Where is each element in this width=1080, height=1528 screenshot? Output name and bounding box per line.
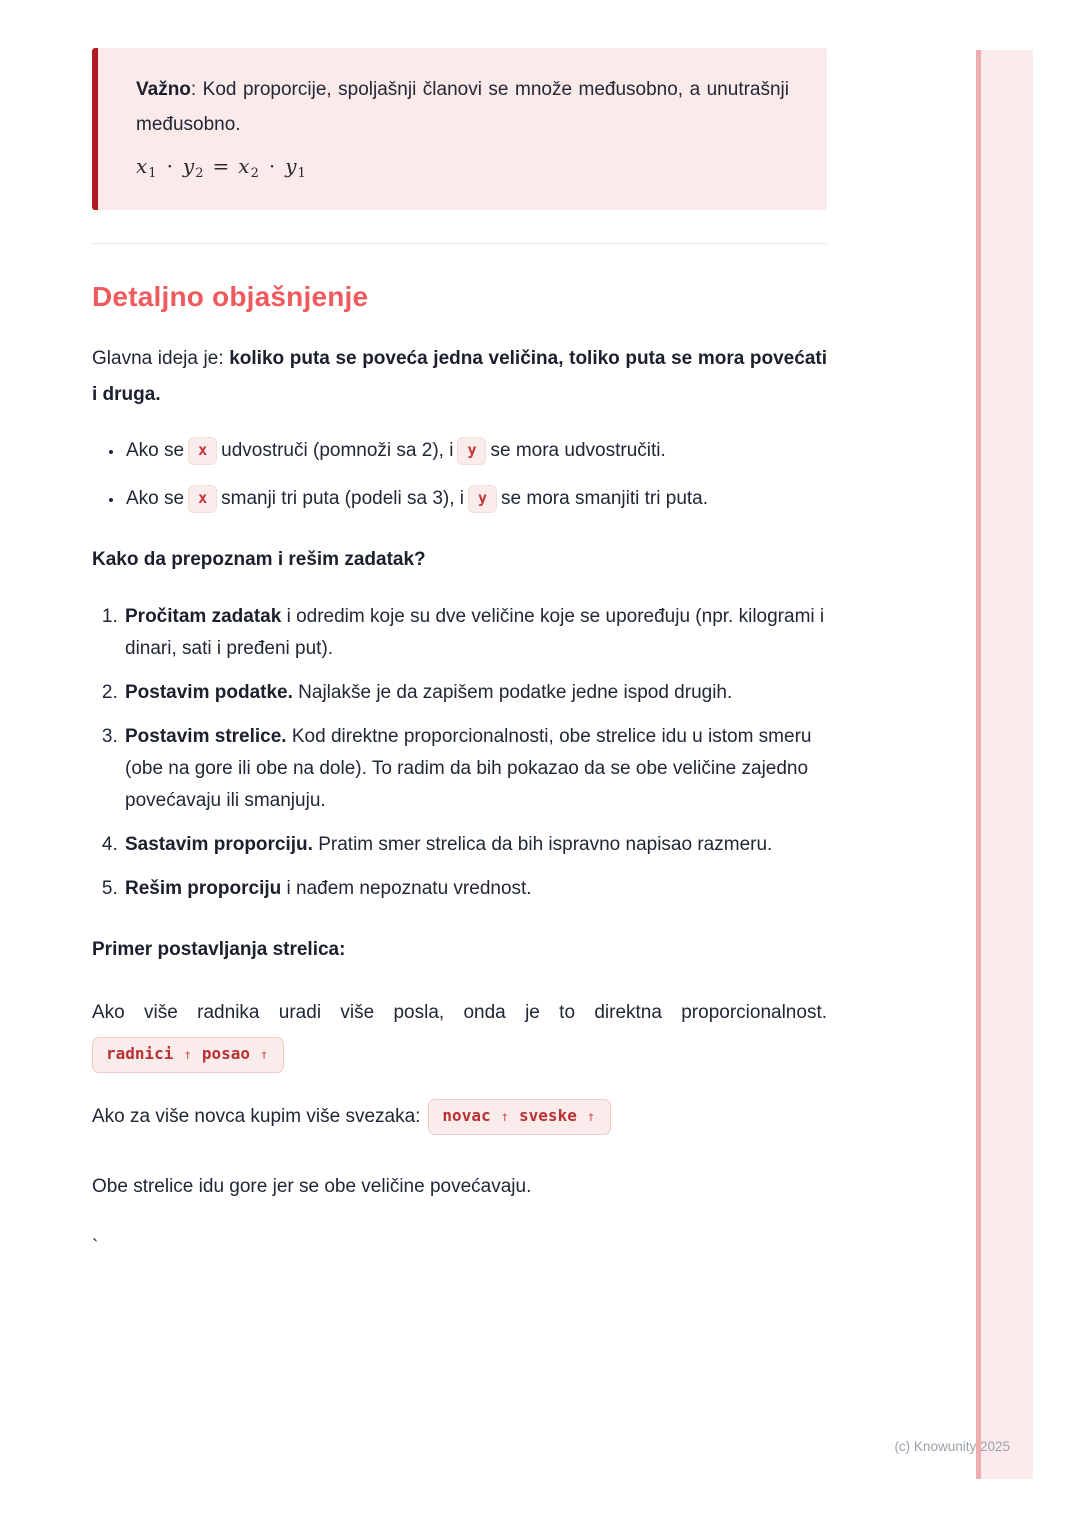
- example-workers-paragraph: Ako više radnika uradi više posla, onda je to direktna proporcionalnost. radnici ↑ posao ↑: [92, 995, 827, 1073]
- step-item: 5. Rešim proporciju i nađem nepoznatu vrednost.: [123, 873, 827, 905]
- step-lead: Pročitam zadatak: [125, 606, 282, 627]
- formula-subscript: 2: [195, 166, 204, 181]
- step-item: 3. Postavim strelice. Kod direktne proporcionalnosti, obe strelice idu u istom smeru (obe na gore ili obe na dole). To radim da bih pokazao da se obe veličine zajedno povećavaju ili smanjuju.: [123, 721, 827, 817]
- arrow-up-icon: ↑: [586, 1109, 596, 1125]
- step-item: 2. Postavim podatke. Najlakše je da zapišem podatke jedne ispod drugih.: [123, 677, 827, 709]
- money-arrows-chip: novac ↑ sveske ↑: [428, 1099, 611, 1135]
- formula-var: x: [238, 154, 250, 178]
- x-variable-chip: x: [188, 437, 217, 465]
- section-title: Detaljno objašnjenje: [92, 281, 369, 312]
- list-item: • Ako se x smanji tri puta (podeli sa 3), i y se mora smanjiti tri puta.: [124, 483, 827, 515]
- step-lead: Rešim proporciju: [125, 878, 282, 899]
- callout-label: Važno: [136, 79, 191, 100]
- step-lead: Postavim podatke.: [125, 682, 293, 703]
- how-to-heading: Kako da prepoznam i rešim zadatak?: [92, 549, 426, 570]
- callout-text: [136, 72, 789, 142]
- formula-var: y: [285, 154, 297, 178]
- step-item: 1. Pročitam zadatak i odredim koje su dve veličine koje se upoređuju (npr. kilogrami i dinari, sati i pređeni put).: [123, 601, 827, 665]
- stray-backtick: `: [92, 1237, 99, 1259]
- formula-var: x: [136, 154, 148, 178]
- x-variable-chip: x: [188, 485, 217, 513]
- document-content: [92, 48, 827, 1259]
- conclusion-paragraph: Obe strelice idu gore jer se obe veličine povećavaju.: [92, 1176, 532, 1198]
- list-item: • Ako se x udvostruči (pomnoži sa 2), i y se mora udvostručiti.: [124, 435, 827, 467]
- step-lead: Sastavim proporciju.: [125, 834, 313, 855]
- page-edge-strip: [976, 50, 1033, 1479]
- proportion-formula: [136, 148, 789, 192]
- y-variable-chip: y: [468, 485, 497, 513]
- arrow-up-icon: ↑: [500, 1109, 510, 1125]
- formula-operator: ·: [166, 154, 173, 178]
- important-callout: [92, 48, 827, 210]
- formula-subscript: 1: [148, 166, 157, 181]
- formula-operator: ·: [268, 154, 276, 178]
- formula-subscript: 2: [250, 166, 259, 181]
- formula-equals: =: [212, 154, 230, 178]
- example-heading: Primer postavljanja strelica:: [92, 939, 346, 960]
- arrow-up-icon: ↑: [183, 1047, 192, 1063]
- step-lead: Postavim strelice.: [125, 726, 287, 747]
- workers-arrows-chip: radnici ↑ posao ↑: [92, 1037, 284, 1073]
- steps-list: [92, 601, 827, 905]
- arrow-up-icon: ↑: [260, 1047, 269, 1063]
- callout-body: : Kod proporcije, spoljašnji članovi se množe međusobno, a unutrašnji međusobno.: [136, 79, 789, 135]
- example-money-paragraph: Ako za više novca kupim više svezaka: novac ↑ sveske ↑: [92, 1099, 827, 1135]
- intro-regular-text: Glavna ideja je:: [92, 348, 230, 369]
- intro-bold-text: koliko puta se poveća jedna veličina, toliko puta se mora povećati i druga.: [92, 348, 827, 405]
- y-variable-chip: y: [457, 437, 486, 465]
- footer-copyright: (c) Knowunity 2025: [894, 1439, 1010, 1454]
- formula-subscript: 1: [297, 166, 306, 181]
- bullet-list: [92, 435, 827, 515]
- formula-var: y: [182, 154, 195, 178]
- step-item: 4. Sastavim proporciju. Pratim smer strelica da bih ispravno napisao razmeru.: [123, 829, 827, 861]
- intro-paragraph: [92, 341, 827, 413]
- section-divider: [92, 243, 827, 244]
